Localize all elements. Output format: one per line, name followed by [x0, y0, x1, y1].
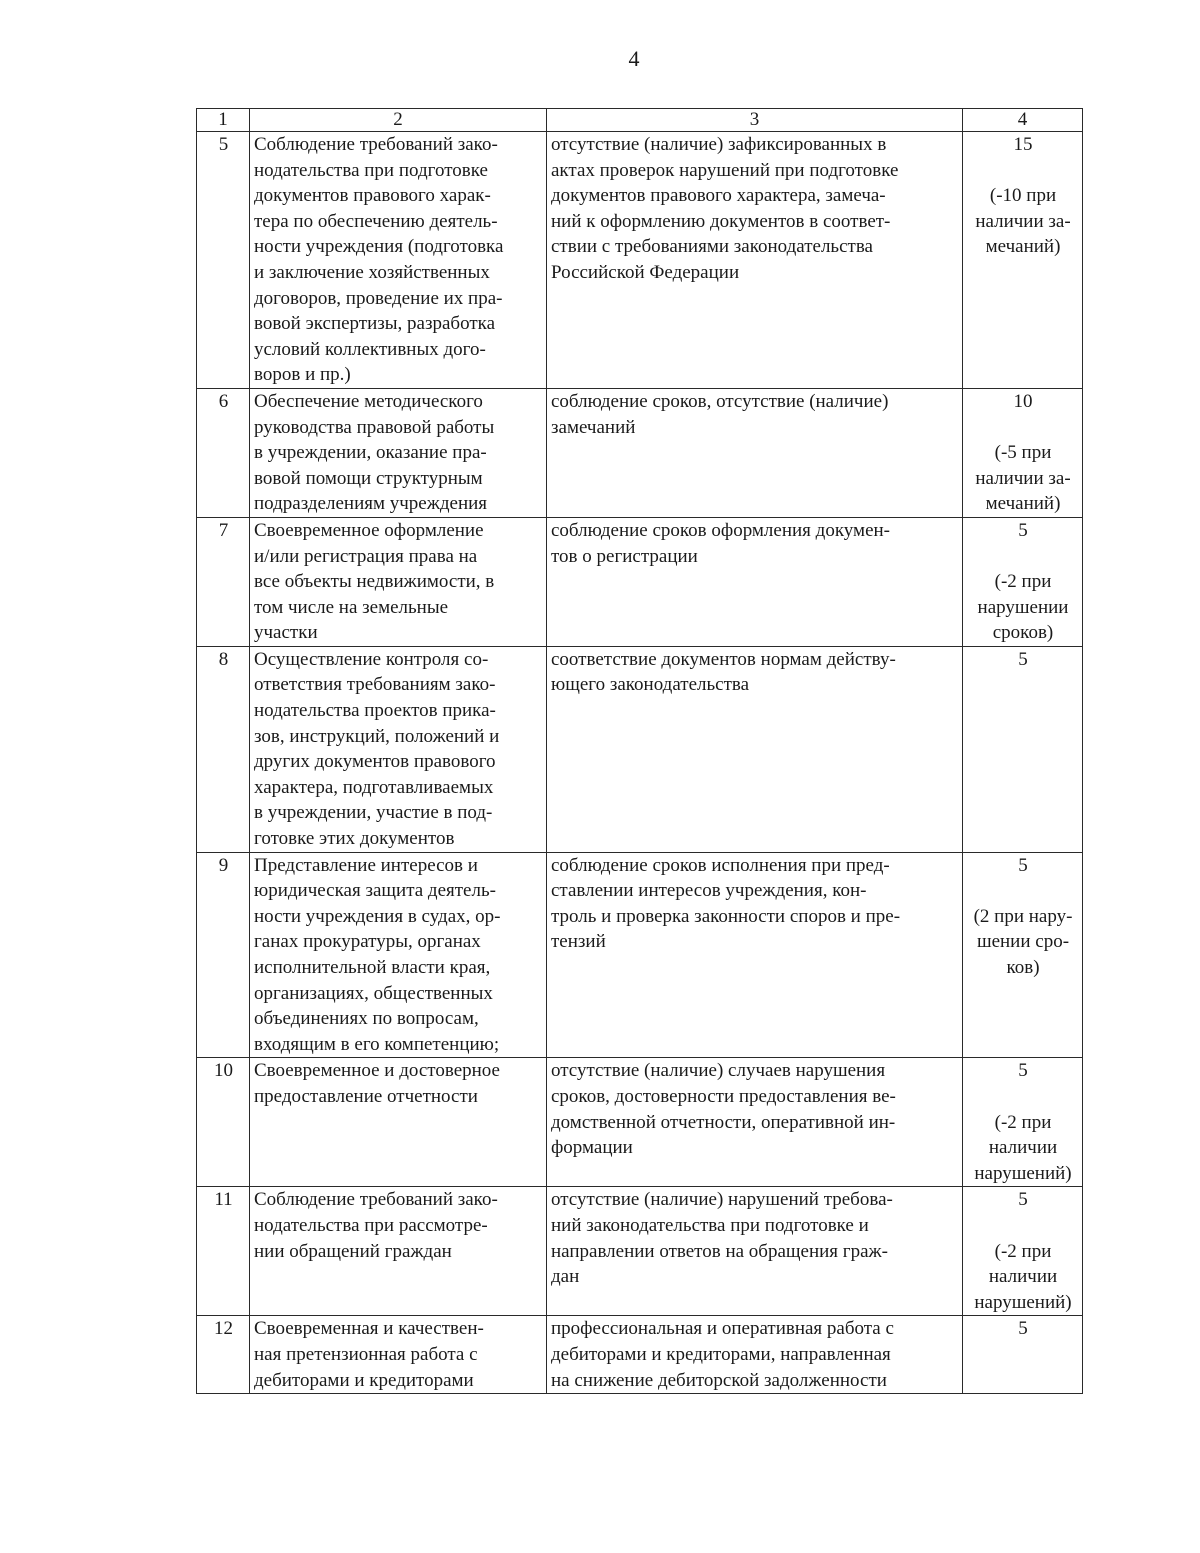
row-score-cell — [963, 1058, 1083, 1187]
row-score: 5 — [1018, 1060, 1028, 1082]
row-number: 10 — [197, 1058, 250, 1187]
row-score-note: (-10 при наличии за- мечаний) — [975, 185, 1071, 258]
row-score: 5 — [1018, 854, 1028, 876]
row-score-note: (2 при нару- шении сро- ков) — [973, 905, 1073, 978]
row-criteria: отсутствие (наличие) нарушений требова- ний законодательства при подготовке и направлении ответов на обращения граж- дан — [547, 1187, 963, 1316]
row-score-cell — [963, 852, 1083, 1058]
row-score-note: (-2 при наличии нарушений) — [974, 1240, 1072, 1313]
table-row — [197, 388, 1083, 517]
row-score: 5 — [1018, 648, 1028, 670]
row-score-cell — [963, 517, 1083, 646]
row-indicator: Представление интересов и юридическая защита деятель- ности учреждения в судах, ор- ганах прокуратуры, органах исполнительной власти края, организациях, общественных объединениях по вопросам, входящим в его компетенцию; — [250, 852, 547, 1058]
row-indicator: Обеспечение методического руководства правовой работы в учреждении, оказание пра- вовой помощи структурным подразделениям учреждения — [250, 388, 547, 517]
table-row — [197, 1316, 1083, 1394]
row-number: 6 — [197, 388, 250, 517]
row-number: 5 — [197, 132, 250, 389]
row-criteria: отсутствие (наличие) случаев нарушения сроков, достоверности предоставления ве- домственной отчетности, оперативной ин- формации — [547, 1058, 963, 1187]
row-criteria: отсутствие (наличие) зафиксированных в актах проверок нарушений при подготовке документов правового характера, замеча- ний к оформлению документов в соответ- ствии с требованиями законодательства Российской Федерации — [547, 132, 963, 389]
row-indicator: Соблюдение требований зако- нодательства при подготовке документов правового харак- тера по обеспечению деятель- ности учреждения (подготовка и заключение хозяйственных договоров, проведение их пра- вовой экспертизы, разработка условий коллективных дого- воров и пр.) — [250, 132, 547, 389]
row-score-note: (-2 при нарушении сроков) — [977, 571, 1069, 644]
row-indicator: Осуществление контроля со- ответствия требованиям зако- нодательства проектов прика- зов, инструкций, положений и других документов правового характера, подготавливаемых в учреждении, участие в под- готовке этих документов — [250, 646, 547, 852]
table-row — [197, 646, 1083, 852]
table-row — [197, 1187, 1083, 1316]
header-col-4: 4 — [963, 109, 1083, 132]
row-number: 7 — [197, 517, 250, 646]
row-score: 5 — [1018, 519, 1028, 541]
row-indicator: Своевременное оформление и/или регистрация права на все объекты недвижимости, в том числе на земельные участки — [250, 517, 547, 646]
row-score-note: (-5 при наличии за- мечаний) — [975, 442, 1071, 515]
row-score-cell — [963, 388, 1083, 517]
row-score-cell — [963, 1187, 1083, 1316]
row-criteria: соблюдение сроков оформления докумен- тов о регистрации — [547, 517, 963, 646]
row-score-note: (-2 при наличии нарушений) — [974, 1111, 1072, 1184]
row-score: 15 — [1013, 134, 1033, 155]
row-criteria: соблюдение сроков, отсутствие (наличие) замечаний — [547, 388, 963, 517]
row-score-cell — [963, 1316, 1083, 1394]
row-score: 10 — [1013, 390, 1033, 412]
row-criteria: соблюдение сроков исполнения при пред- ставлении интересов учреждения, кон- троль и проверка законности споров и пре- тензий — [547, 852, 963, 1058]
row-score-cell — [963, 132, 1083, 389]
header-col-1: 1 — [197, 109, 250, 132]
row-criteria: соответствие документов нормам действу- ющего законодательства — [547, 646, 963, 852]
row-score-cell — [963, 646, 1083, 852]
table-row — [197, 517, 1083, 646]
table-row — [197, 852, 1083, 1058]
row-number: 8 — [197, 646, 250, 852]
table-row — [197, 1058, 1083, 1187]
row-criteria: профессиональная и оперативная работа с дебиторами и кредиторами, направленная на снижение дебиторской задолженности — [547, 1316, 963, 1394]
row-score: 5 — [1018, 1318, 1028, 1340]
header-row — [197, 109, 1083, 132]
header-col-2: 2 — [250, 109, 547, 132]
table-row — [197, 132, 1083, 389]
row-indicator: Своевременное и достоверное предоставление отчетности — [250, 1058, 547, 1187]
row-indicator: Своевременная и качествен- ная претензионная работа с дебиторами и кредиторами — [250, 1316, 547, 1394]
row-number: 11 — [197, 1187, 250, 1316]
criteria-table — [196, 108, 1083, 1394]
row-indicator: Соблюдение требований зако- нодательства при рассмотре- нии обращений граждан — [250, 1187, 547, 1316]
row-score: 5 — [1018, 1189, 1028, 1211]
header-col-3: 3 — [547, 109, 963, 132]
row-number: 12 — [197, 1316, 250, 1394]
page-number: 4 — [628, 46, 640, 71]
row-number: 9 — [197, 852, 250, 1058]
